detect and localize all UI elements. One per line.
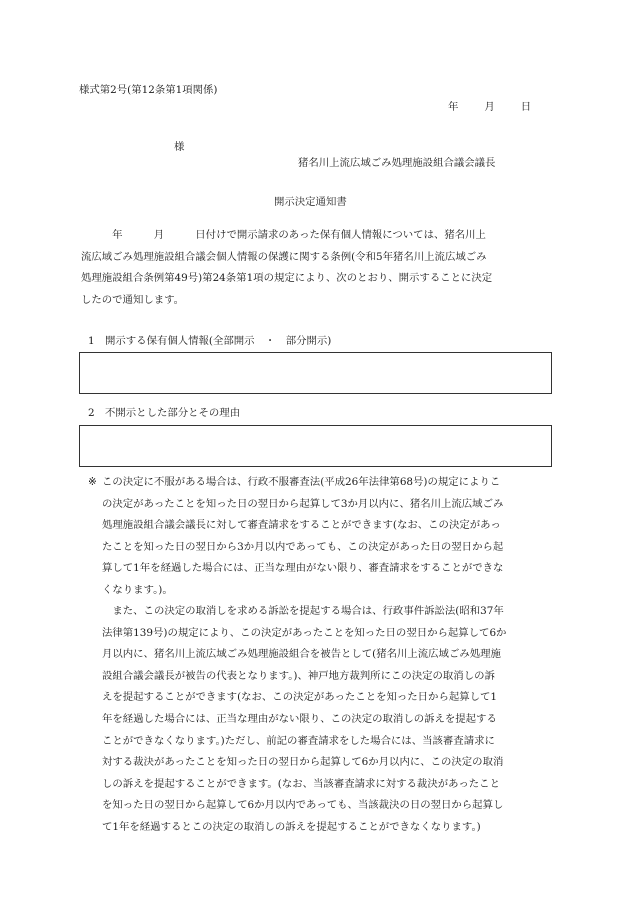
intro-line: したので通知します。 <box>81 293 185 306</box>
note-line: 月以内に、猪名川上流広域ごみ処理施設組合を被告として(猪名川上流広域ごみ処理施 <box>102 648 501 661</box>
note-line: えを提起することができます(なお、この決定があったことを知った日から起算して1 <box>102 691 498 704</box>
note-line: くなります。)。 <box>102 583 173 596</box>
note-line: また、この決定の取消しを求める訴訟を提起する場合は、行政事件訴訟法(昭和37年 <box>102 605 504 617</box>
date-line <box>448 98 531 113</box>
intro-line: 年 月 日付けで開示請求のあった保有個人情報については、猪名川上 <box>81 229 486 241</box>
addressee-sama: 様 <box>174 141 185 153</box>
note-mark: ※ <box>88 476 97 488</box>
note-line: しの訴えを提起することができます。(なお、当該審査請求に対する裁決があったこと <box>102 777 500 790</box>
note-line: の決定があったことを知った日の翌日から起算して3か月以内に、猪名川上流広域ごみ <box>102 497 504 510</box>
note-paragraph-2 <box>102 601 552 839</box>
note-line: て1年を経過するとこの決定の取消しの訴えを提起することができなくなります。) <box>102 820 481 833</box>
date-month: 月 <box>484 101 495 113</box>
note-line: 対する裁決があったことを知った日の翌日から起算して6か月以内に、この決定の取消 <box>102 756 504 769</box>
intro-line: 処理施設組合条例第49号)第24条第1項の規定により、次のとおり、開示することに決定 <box>81 272 493 285</box>
note-line: たことを知った日の翌日から3か月以内であっても、この決定があった日の翌日から起 <box>102 540 504 553</box>
intro-paragraph <box>81 225 551 311</box>
section2-heading: 2 不開示とした部分とその理由 <box>88 407 241 419</box>
section2-box <box>79 425 552 467</box>
note-line: 法律第139号)の規定により、この決定があったことを知った日の翌日から起算して6か <box>102 626 507 639</box>
note-line: 処理施設組合議会議長に対して審査請求をすることができます(なお、この決定があっ <box>102 519 501 532</box>
note-line: 算して1年を経過した場合には、正当な理由がない限り、審査請求をすることができな <box>102 562 504 575</box>
date-day: 日 <box>520 101 532 113</box>
note-line: 設組合議会議長が被告の代表となります。)、神戸地方裁判所にこの決定の取消しの訴 <box>102 669 495 682</box>
date-year: 年 <box>448 101 459 113</box>
note-line: 年を経過した場合には、正当な理由がない限り、この決定の取消しの訴えを提起する <box>102 712 497 725</box>
section1-heading: 1 開示する保有個人情報(全部開示 ・ 部分開示) <box>88 335 332 347</box>
form-label: 様式第2号(第12条第1項関係) <box>79 84 218 96</box>
intro-line: 流広域ごみ処理施設組合議会個人情報の保護に関する条例(令和5年猪名川上流広域ごみ <box>81 250 487 263</box>
note-line: この決定に不服がある場合は、行政不服審査法(平成26年法律第68号)の規定によりこ <box>102 476 501 488</box>
sender-name: 猪名川上流広域ごみ処理施設組合議会議長 <box>298 157 496 169</box>
document-title: 開示決定通知書 <box>274 196 347 208</box>
section1-box <box>79 352 552 394</box>
note-paragraph-1 <box>102 472 552 602</box>
note-line: を知った日の翌日から起算して6か月以内であっても、当該裁決の日の翌日から起算し <box>102 799 504 812</box>
note-line: ことができなくなります。)ただし、前記の審査請求をした場合には、当該審査請求に <box>102 734 495 747</box>
